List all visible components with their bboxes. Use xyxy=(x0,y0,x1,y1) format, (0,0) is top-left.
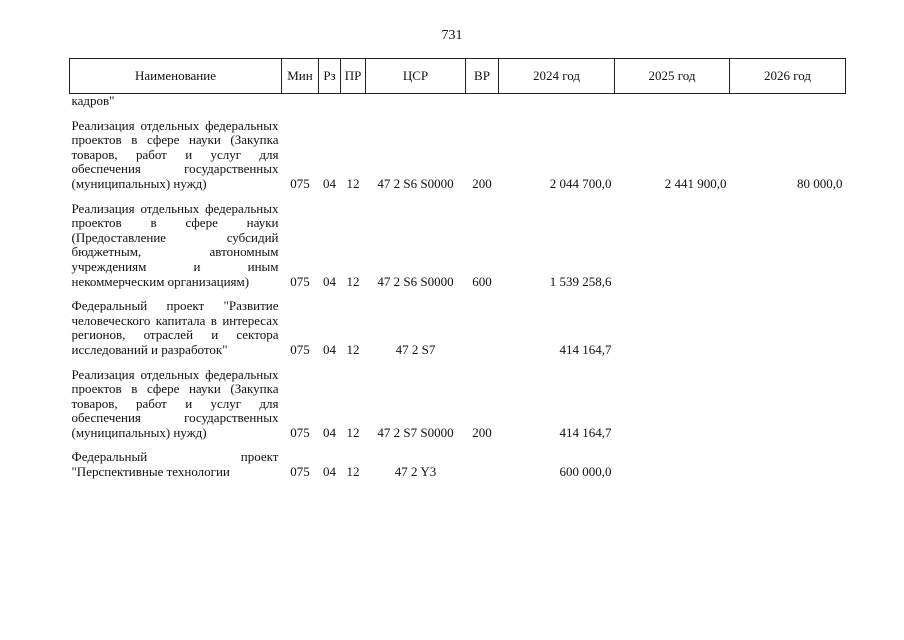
row-2024: 2 044 700,0 xyxy=(549,175,612,191)
header-2025: 2025 год xyxy=(615,59,730,94)
header-pr: ПР xyxy=(341,59,366,94)
page-number: 731 xyxy=(441,28,463,43)
row-2026 xyxy=(730,358,846,441)
row-2026: 80 000,0 xyxy=(797,175,843,191)
row-name: Реализация отдельных федеральных проектов в сфере науки (Закупка товаров, работ и услуг для обеспечения государственных (муниципальных) нужд) xyxy=(71,117,279,191)
row-csr: 47 2 S7 xyxy=(395,341,436,357)
header-rz: Рз xyxy=(319,59,341,94)
row-2025 xyxy=(615,358,730,441)
row-min: 075 xyxy=(290,175,310,191)
row-pr: 12 xyxy=(346,341,360,357)
row-pr: 12 xyxy=(346,175,360,191)
row-rz: 04 xyxy=(323,273,336,289)
row-vr: 600 xyxy=(472,273,492,289)
row-name: Федеральный проект "Развитие человеческого капитала в интересах регионов, отраслей и сектора исследований и разработок" xyxy=(71,298,279,357)
row-csr: 47 2 S6 S0000 xyxy=(377,175,454,191)
table-row xyxy=(70,358,846,441)
table-row xyxy=(70,440,846,479)
row-2024: 600 000,0 xyxy=(559,464,612,480)
row-name: Реализация отдельных федеральных проектов в сфере науки (Предоставление субсидий бюджетным, автономным учреждениям и иным некоммерческим организациям) xyxy=(71,200,279,289)
row-csr: 47 2 Y3 xyxy=(394,464,437,480)
header-2026: 2026 год xyxy=(730,59,846,94)
row-2025: 2 441 900,0 xyxy=(664,175,727,191)
row-2025 xyxy=(615,440,730,479)
row-vr: 200 xyxy=(472,175,492,191)
row-min: 075 xyxy=(290,273,310,289)
budget-table xyxy=(69,58,846,480)
row-csr: 47 2 S6 S0000 xyxy=(377,273,454,289)
row-2025 xyxy=(615,192,730,290)
table-row xyxy=(70,289,846,357)
row-vr xyxy=(466,440,499,479)
continuation-text: кадров" xyxy=(71,93,115,108)
header-min: Мин xyxy=(282,59,319,94)
table-row xyxy=(70,109,846,192)
row-2024: 1 539 258,6 xyxy=(549,273,612,289)
row-rz: 04 xyxy=(323,464,336,480)
header-2024: 2024 год xyxy=(499,59,615,94)
row-min: 075 xyxy=(290,341,310,357)
header-name: Наименование xyxy=(70,59,282,94)
row-vr xyxy=(466,289,499,357)
header-csr: ЦСР xyxy=(366,59,466,94)
table-header xyxy=(70,59,846,94)
row-name: Реализация отдельных федеральных проектов в сфере науки (Закупка товаров, работ и услуг для обеспечения государственных (муниципальных) нужд) xyxy=(71,366,279,440)
header-vr: ВР xyxy=(466,59,499,94)
row-vr: 200 xyxy=(472,424,492,440)
row-min: 075 xyxy=(290,424,310,440)
row-csr: 47 2 S7 S0000 xyxy=(377,424,454,440)
row-rz: 04 xyxy=(323,341,336,357)
row-rz: 04 xyxy=(323,175,336,191)
row-2025 xyxy=(615,289,730,357)
row-2026 xyxy=(730,289,846,357)
row-min: 075 xyxy=(290,464,310,480)
row-2024: 414 164,7 xyxy=(559,424,612,440)
row-pr: 12 xyxy=(346,464,360,480)
row-pr: 12 xyxy=(346,273,360,289)
row-2026 xyxy=(730,192,846,290)
row-pr: 12 xyxy=(346,424,360,440)
row-2026 xyxy=(730,440,846,479)
table-row xyxy=(70,192,846,290)
row-rz: 04 xyxy=(323,424,336,440)
continuation-row xyxy=(70,94,846,109)
row-2024: 414 164,7 xyxy=(559,341,612,357)
row-name: Федеральный проект "Перспективные технологии xyxy=(71,449,279,480)
